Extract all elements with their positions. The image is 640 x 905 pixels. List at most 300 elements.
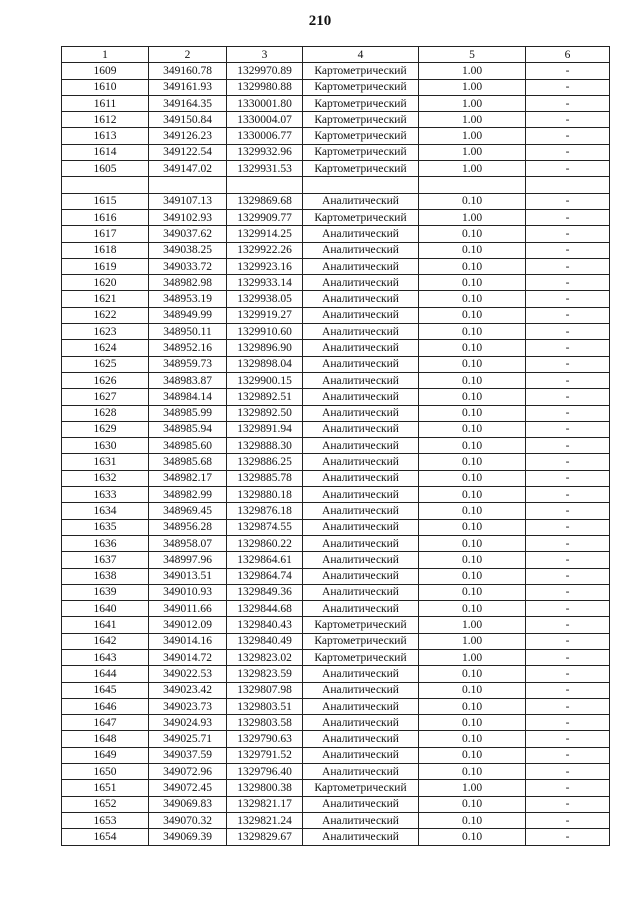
method-cell: Картометрический bbox=[303, 128, 419, 144]
method-cell: Аналитический bbox=[303, 372, 419, 388]
description-cell: - bbox=[526, 812, 610, 828]
accuracy-cell: 1.00 bbox=[419, 780, 526, 796]
method-cell: Аналитический bbox=[303, 193, 419, 209]
description-cell: - bbox=[526, 764, 610, 780]
point-number-cell: 1645 bbox=[62, 682, 149, 698]
x-coordinate-cell: 348956.28 bbox=[149, 519, 227, 535]
accuracy-cell: 0.10 bbox=[419, 503, 526, 519]
accuracy-cell: 1.00 bbox=[419, 649, 526, 665]
method-cell: Аналитический bbox=[303, 796, 419, 812]
method-cell: Аналитический bbox=[303, 731, 419, 747]
point-number-cell: 1637 bbox=[62, 552, 149, 568]
table-row bbox=[62, 356, 610, 372]
y-coordinate-cell: 1329821.24 bbox=[227, 812, 303, 828]
description-cell: - bbox=[526, 780, 610, 796]
table-row bbox=[62, 144, 610, 160]
description-cell: - bbox=[526, 389, 610, 405]
y-coordinate-cell: 1330004.07 bbox=[227, 112, 303, 128]
x-coordinate-cell: 348952.16 bbox=[149, 340, 227, 356]
method-cell: Аналитический bbox=[303, 487, 419, 503]
accuracy-cell: 0.10 bbox=[419, 389, 526, 405]
x-coordinate-cell: 348982.98 bbox=[149, 275, 227, 291]
x-coordinate-cell: 348982.17 bbox=[149, 470, 227, 486]
description-cell: - bbox=[526, 193, 610, 209]
y-coordinate-cell: 1329829.67 bbox=[227, 829, 303, 845]
description-cell: - bbox=[526, 747, 610, 763]
y-coordinate-cell: 1329938.05 bbox=[227, 291, 303, 307]
method-cell: Аналитический bbox=[303, 470, 419, 486]
point-number-cell: 1612 bbox=[62, 112, 149, 128]
point-number-cell bbox=[62, 177, 149, 193]
method-cell: Аналитический bbox=[303, 682, 419, 698]
table-row bbox=[62, 177, 610, 193]
column-header-3: 3 bbox=[227, 47, 303, 63]
table-row bbox=[62, 161, 610, 177]
y-coordinate-cell: 1329876.18 bbox=[227, 503, 303, 519]
accuracy-cell: 0.10 bbox=[419, 552, 526, 568]
table-row bbox=[62, 324, 610, 340]
table-row bbox=[62, 405, 610, 421]
x-coordinate-cell: 349150.84 bbox=[149, 112, 227, 128]
y-coordinate-cell: 1330006.77 bbox=[227, 128, 303, 144]
y-coordinate-cell: 1329896.90 bbox=[227, 340, 303, 356]
table-row bbox=[62, 682, 610, 698]
x-coordinate-cell: 348953.19 bbox=[149, 291, 227, 307]
x-coordinate-cell: 349122.54 bbox=[149, 144, 227, 160]
method-cell: Аналитический bbox=[303, 405, 419, 421]
table-row bbox=[62, 812, 610, 828]
point-number-cell: 1629 bbox=[62, 421, 149, 437]
accuracy-cell: 0.10 bbox=[419, 829, 526, 845]
y-coordinate-cell: 1329821.17 bbox=[227, 796, 303, 812]
point-number-cell: 1625 bbox=[62, 356, 149, 372]
description-cell: - bbox=[526, 649, 610, 665]
table-row bbox=[62, 552, 610, 568]
y-coordinate-cell: 1329886.25 bbox=[227, 454, 303, 470]
description-cell: - bbox=[526, 617, 610, 633]
description-cell: - bbox=[526, 258, 610, 274]
method-cell: Аналитический bbox=[303, 715, 419, 731]
table-row bbox=[62, 617, 610, 633]
accuracy-cell: 1.00 bbox=[419, 161, 526, 177]
point-number-cell: 1618 bbox=[62, 242, 149, 258]
table-row bbox=[62, 307, 610, 323]
table-row bbox=[62, 698, 610, 714]
table-row bbox=[62, 470, 610, 486]
description-cell: - bbox=[526, 144, 610, 160]
x-coordinate-cell: 348949.99 bbox=[149, 307, 227, 323]
y-coordinate-cell: 1329891.94 bbox=[227, 421, 303, 437]
method-cell: Аналитический bbox=[303, 698, 419, 714]
x-coordinate-cell: 349025.71 bbox=[149, 731, 227, 747]
table-row bbox=[62, 226, 610, 242]
point-number-cell: 1617 bbox=[62, 226, 149, 242]
x-coordinate-cell: 349033.72 bbox=[149, 258, 227, 274]
method-cell: Картометрический bbox=[303, 95, 419, 111]
column-header-5: 5 bbox=[419, 47, 526, 63]
method-cell: Аналитический bbox=[303, 389, 419, 405]
table-row bbox=[62, 601, 610, 617]
accuracy-cell: 1.00 bbox=[419, 128, 526, 144]
y-coordinate-cell: 1329892.50 bbox=[227, 405, 303, 421]
y-coordinate-cell: 1329910.60 bbox=[227, 324, 303, 340]
description-cell: - bbox=[526, 242, 610, 258]
table-body bbox=[62, 63, 610, 845]
x-coordinate-cell: 349022.53 bbox=[149, 666, 227, 682]
y-coordinate-cell: 1329919.27 bbox=[227, 307, 303, 323]
method-cell: Аналитический bbox=[303, 275, 419, 291]
description-cell: - bbox=[526, 503, 610, 519]
x-coordinate-cell: 349147.02 bbox=[149, 161, 227, 177]
description-cell: - bbox=[526, 535, 610, 551]
method-cell: Аналитический bbox=[303, 764, 419, 780]
accuracy-cell: 0.10 bbox=[419, 698, 526, 714]
point-number-cell: 1644 bbox=[62, 666, 149, 682]
table-row bbox=[62, 128, 610, 144]
x-coordinate-cell: 348985.94 bbox=[149, 421, 227, 437]
method-cell: Аналитический bbox=[303, 666, 419, 682]
y-coordinate-cell: 1329790.63 bbox=[227, 731, 303, 747]
y-coordinate-cell: 1329869.68 bbox=[227, 193, 303, 209]
point-number-cell: 1633 bbox=[62, 487, 149, 503]
y-coordinate-cell: 1329807.98 bbox=[227, 682, 303, 698]
accuracy-cell: 0.10 bbox=[419, 340, 526, 356]
description-cell: - bbox=[526, 340, 610, 356]
accuracy-cell: 0.10 bbox=[419, 356, 526, 372]
coordinates-table bbox=[61, 46, 610, 846]
point-number-cell: 1619 bbox=[62, 258, 149, 274]
table-row bbox=[62, 503, 610, 519]
x-coordinate-cell: 349014.16 bbox=[149, 633, 227, 649]
description-cell: - bbox=[526, 487, 610, 503]
point-number-cell: 1641 bbox=[62, 617, 149, 633]
x-coordinate-cell: 349024.93 bbox=[149, 715, 227, 731]
table-row bbox=[62, 764, 610, 780]
description-cell: - bbox=[526, 829, 610, 845]
description-cell: - bbox=[526, 421, 610, 437]
y-coordinate-cell: 1329864.74 bbox=[227, 568, 303, 584]
description-cell: - bbox=[526, 372, 610, 388]
method-cell: Аналитический bbox=[303, 226, 419, 242]
y-coordinate-cell: 1329840.43 bbox=[227, 617, 303, 633]
table-row bbox=[62, 291, 610, 307]
table-row bbox=[62, 731, 610, 747]
method-cell: Аналитический bbox=[303, 812, 419, 828]
method-cell: Аналитический bbox=[303, 258, 419, 274]
y-coordinate-cell: 1329791.52 bbox=[227, 747, 303, 763]
accuracy-cell: 0.10 bbox=[419, 275, 526, 291]
method-cell: Аналитический bbox=[303, 324, 419, 340]
point-number-cell: 1631 bbox=[62, 454, 149, 470]
x-coordinate-cell: 349014.72 bbox=[149, 649, 227, 665]
description-cell: - bbox=[526, 470, 610, 486]
description-cell: - bbox=[526, 63, 610, 79]
accuracy-cell: 1.00 bbox=[419, 144, 526, 160]
x-coordinate-cell: 348950.11 bbox=[149, 324, 227, 340]
table-row bbox=[62, 715, 610, 731]
x-coordinate-cell: 349070.32 bbox=[149, 812, 227, 828]
method-cell: Картометрический bbox=[303, 633, 419, 649]
table-row bbox=[62, 633, 610, 649]
y-coordinate-cell: 1329931.53 bbox=[227, 161, 303, 177]
point-number-cell: 1649 bbox=[62, 747, 149, 763]
description-cell: - bbox=[526, 698, 610, 714]
table-row bbox=[62, 258, 610, 274]
y-coordinate-cell: 1329892.51 bbox=[227, 389, 303, 405]
table-row bbox=[62, 666, 610, 682]
column-header-2: 2 bbox=[149, 47, 227, 63]
y-coordinate-cell: 1329860.22 bbox=[227, 535, 303, 551]
accuracy-cell: 0.10 bbox=[419, 682, 526, 698]
description-cell: - bbox=[526, 291, 610, 307]
method-cell: Аналитический bbox=[303, 356, 419, 372]
point-number-cell: 1605 bbox=[62, 161, 149, 177]
x-coordinate-cell: 348985.99 bbox=[149, 405, 227, 421]
y-coordinate-cell: 1329823.59 bbox=[227, 666, 303, 682]
description-cell: - bbox=[526, 79, 610, 95]
description-cell: - bbox=[526, 584, 610, 600]
accuracy-cell: 0.10 bbox=[419, 307, 526, 323]
column-header-1: 1 bbox=[62, 47, 149, 63]
point-number-cell: 1648 bbox=[62, 731, 149, 747]
accuracy-cell: 0.10 bbox=[419, 715, 526, 731]
accuracy-cell: 0.10 bbox=[419, 601, 526, 617]
accuracy-cell: 0.10 bbox=[419, 226, 526, 242]
method-cell: Аналитический bbox=[303, 340, 419, 356]
accuracy-cell: 0.10 bbox=[419, 747, 526, 763]
header-row bbox=[62, 47, 610, 63]
y-coordinate-cell: 1329849.36 bbox=[227, 584, 303, 600]
table-row bbox=[62, 275, 610, 291]
x-coordinate-cell bbox=[149, 177, 227, 193]
x-coordinate-cell: 349013.51 bbox=[149, 568, 227, 584]
description-cell: - bbox=[526, 226, 610, 242]
table-row bbox=[62, 389, 610, 405]
method-cell: Аналитический bbox=[303, 747, 419, 763]
y-coordinate-cell: 1329932.96 bbox=[227, 144, 303, 160]
accuracy-cell: 0.10 bbox=[419, 405, 526, 421]
table-row bbox=[62, 780, 610, 796]
accuracy-cell: 0.10 bbox=[419, 438, 526, 454]
y-coordinate-cell: 1329909.77 bbox=[227, 209, 303, 225]
description-cell: - bbox=[526, 682, 610, 698]
point-number-cell: 1624 bbox=[62, 340, 149, 356]
method-cell: Аналитический bbox=[303, 568, 419, 584]
accuracy-cell: 1.00 bbox=[419, 112, 526, 128]
method-cell: Картометрический bbox=[303, 112, 419, 128]
point-number-cell: 1630 bbox=[62, 438, 149, 454]
point-number-cell: 1616 bbox=[62, 209, 149, 225]
y-coordinate-cell: 1329923.16 bbox=[227, 258, 303, 274]
x-coordinate-cell: 349023.73 bbox=[149, 698, 227, 714]
point-number-cell: 1626 bbox=[62, 372, 149, 388]
accuracy-cell: 0.10 bbox=[419, 242, 526, 258]
method-cell: Аналитический bbox=[303, 421, 419, 437]
table-header bbox=[62, 47, 610, 63]
method-cell: Картометрический bbox=[303, 617, 419, 633]
accuracy-cell: 0.10 bbox=[419, 666, 526, 682]
y-coordinate-cell: 1329898.04 bbox=[227, 356, 303, 372]
table-row bbox=[62, 454, 610, 470]
description-cell: - bbox=[526, 112, 610, 128]
point-number-cell: 1646 bbox=[62, 698, 149, 714]
table-row bbox=[62, 340, 610, 356]
x-coordinate-cell: 348958.07 bbox=[149, 535, 227, 551]
table-row bbox=[62, 829, 610, 845]
description-cell: - bbox=[526, 356, 610, 372]
method-cell bbox=[303, 177, 419, 193]
table-row bbox=[62, 421, 610, 437]
point-number-cell: 1643 bbox=[62, 649, 149, 665]
point-number-cell: 1652 bbox=[62, 796, 149, 812]
point-number-cell: 1632 bbox=[62, 470, 149, 486]
method-cell: Картометрический bbox=[303, 144, 419, 160]
y-coordinate-cell: 1329874.55 bbox=[227, 519, 303, 535]
y-coordinate-cell: 1329888.30 bbox=[227, 438, 303, 454]
description-cell: - bbox=[526, 666, 610, 682]
x-coordinate-cell: 349023.42 bbox=[149, 682, 227, 698]
accuracy-cell: 0.10 bbox=[419, 421, 526, 437]
method-cell: Аналитический bbox=[303, 829, 419, 845]
description-cell: - bbox=[526, 731, 610, 747]
y-coordinate-cell: 1330001.80 bbox=[227, 95, 303, 111]
x-coordinate-cell: 349102.93 bbox=[149, 209, 227, 225]
point-number-cell: 1628 bbox=[62, 405, 149, 421]
accuracy-cell: 0.10 bbox=[419, 193, 526, 209]
point-number-cell: 1647 bbox=[62, 715, 149, 731]
accuracy-cell bbox=[419, 177, 526, 193]
method-cell: Аналитический bbox=[303, 307, 419, 323]
description-cell: - bbox=[526, 601, 610, 617]
y-coordinate-cell: 1329840.49 bbox=[227, 633, 303, 649]
y-coordinate-cell: 1329880.18 bbox=[227, 487, 303, 503]
accuracy-cell: 0.10 bbox=[419, 535, 526, 551]
x-coordinate-cell: 348959.73 bbox=[149, 356, 227, 372]
point-number-cell: 1653 bbox=[62, 812, 149, 828]
table-row bbox=[62, 535, 610, 551]
point-number-cell: 1620 bbox=[62, 275, 149, 291]
x-coordinate-cell: 349107.13 bbox=[149, 193, 227, 209]
table-row bbox=[62, 584, 610, 600]
point-number-cell: 1621 bbox=[62, 291, 149, 307]
description-cell bbox=[526, 177, 610, 193]
description-cell: - bbox=[526, 438, 610, 454]
y-coordinate-cell: 1329803.58 bbox=[227, 715, 303, 731]
x-coordinate-cell: 349011.66 bbox=[149, 601, 227, 617]
table-row bbox=[62, 519, 610, 535]
table-row bbox=[62, 79, 610, 95]
description-cell: - bbox=[526, 161, 610, 177]
accuracy-cell: 0.10 bbox=[419, 519, 526, 535]
description-cell: - bbox=[526, 275, 610, 291]
y-coordinate-cell: 1329970.89 bbox=[227, 63, 303, 79]
point-number-cell: 1614 bbox=[62, 144, 149, 160]
description-cell: - bbox=[526, 324, 610, 340]
table-row bbox=[62, 487, 610, 503]
accuracy-cell: 0.10 bbox=[419, 584, 526, 600]
y-coordinate-cell: 1329864.61 bbox=[227, 552, 303, 568]
x-coordinate-cell: 348985.68 bbox=[149, 454, 227, 470]
method-cell: Аналитический bbox=[303, 503, 419, 519]
table-row bbox=[62, 649, 610, 665]
accuracy-cell: 0.10 bbox=[419, 454, 526, 470]
page-number: 210 bbox=[308, 13, 332, 29]
table-row bbox=[62, 63, 610, 79]
method-cell: Картометрический bbox=[303, 63, 419, 79]
description-cell: - bbox=[526, 519, 610, 535]
description-cell: - bbox=[526, 307, 610, 323]
table-row bbox=[62, 112, 610, 128]
point-number-cell: 1610 bbox=[62, 79, 149, 95]
x-coordinate-cell: 348982.99 bbox=[149, 487, 227, 503]
point-number-cell: 1611 bbox=[62, 95, 149, 111]
table-row bbox=[62, 796, 610, 812]
x-coordinate-cell: 349161.93 bbox=[149, 79, 227, 95]
accuracy-cell: 1.00 bbox=[419, 617, 526, 633]
y-coordinate-cell: 1329914.25 bbox=[227, 226, 303, 242]
description-cell: - bbox=[526, 715, 610, 731]
x-coordinate-cell: 348985.60 bbox=[149, 438, 227, 454]
y-coordinate-cell: 1329933.14 bbox=[227, 275, 303, 291]
point-number-cell: 1638 bbox=[62, 568, 149, 584]
x-coordinate-cell: 348969.45 bbox=[149, 503, 227, 519]
method-cell: Аналитический bbox=[303, 454, 419, 470]
y-coordinate-cell: 1329800.38 bbox=[227, 780, 303, 796]
table-row bbox=[62, 438, 610, 454]
accuracy-cell: 1.00 bbox=[419, 79, 526, 95]
accuracy-cell: 0.10 bbox=[419, 324, 526, 340]
point-number-cell: 1634 bbox=[62, 503, 149, 519]
method-cell: Картометрический bbox=[303, 161, 419, 177]
method-cell: Картометрический bbox=[303, 209, 419, 225]
y-coordinate-cell: 1329922.26 bbox=[227, 242, 303, 258]
x-coordinate-cell: 349072.96 bbox=[149, 764, 227, 780]
x-coordinate-cell: 349160.78 bbox=[149, 63, 227, 79]
y-coordinate-cell: 1329980.88 bbox=[227, 79, 303, 95]
accuracy-cell: 0.10 bbox=[419, 764, 526, 780]
y-coordinate-cell: 1329885.78 bbox=[227, 470, 303, 486]
y-coordinate-cell: 1329900.15 bbox=[227, 372, 303, 388]
y-coordinate-cell: 1329844.68 bbox=[227, 601, 303, 617]
accuracy-cell: 1.00 bbox=[419, 633, 526, 649]
table-row bbox=[62, 747, 610, 763]
method-cell: Аналитический bbox=[303, 438, 419, 454]
description-cell: - bbox=[526, 633, 610, 649]
point-number-cell: 1654 bbox=[62, 829, 149, 845]
accuracy-cell: 1.00 bbox=[419, 63, 526, 79]
method-cell: Аналитический bbox=[303, 535, 419, 551]
description-cell: - bbox=[526, 796, 610, 812]
method-cell: Картометрический bbox=[303, 780, 419, 796]
description-cell: - bbox=[526, 128, 610, 144]
method-cell: Аналитический bbox=[303, 519, 419, 535]
accuracy-cell: 0.10 bbox=[419, 372, 526, 388]
table-row bbox=[62, 372, 610, 388]
accuracy-cell: 1.00 bbox=[419, 95, 526, 111]
point-number-cell: 1636 bbox=[62, 535, 149, 551]
point-number-cell: 1613 bbox=[62, 128, 149, 144]
point-number-cell: 1635 bbox=[62, 519, 149, 535]
x-coordinate-cell: 349126.23 bbox=[149, 128, 227, 144]
x-coordinate-cell: 348984.14 bbox=[149, 389, 227, 405]
accuracy-cell: 0.10 bbox=[419, 258, 526, 274]
point-number-cell: 1639 bbox=[62, 584, 149, 600]
accuracy-cell: 0.10 bbox=[419, 291, 526, 307]
accuracy-cell: 0.10 bbox=[419, 487, 526, 503]
x-coordinate-cell: 349037.59 bbox=[149, 747, 227, 763]
x-coordinate-cell: 349012.09 bbox=[149, 617, 227, 633]
point-number-cell: 1622 bbox=[62, 307, 149, 323]
